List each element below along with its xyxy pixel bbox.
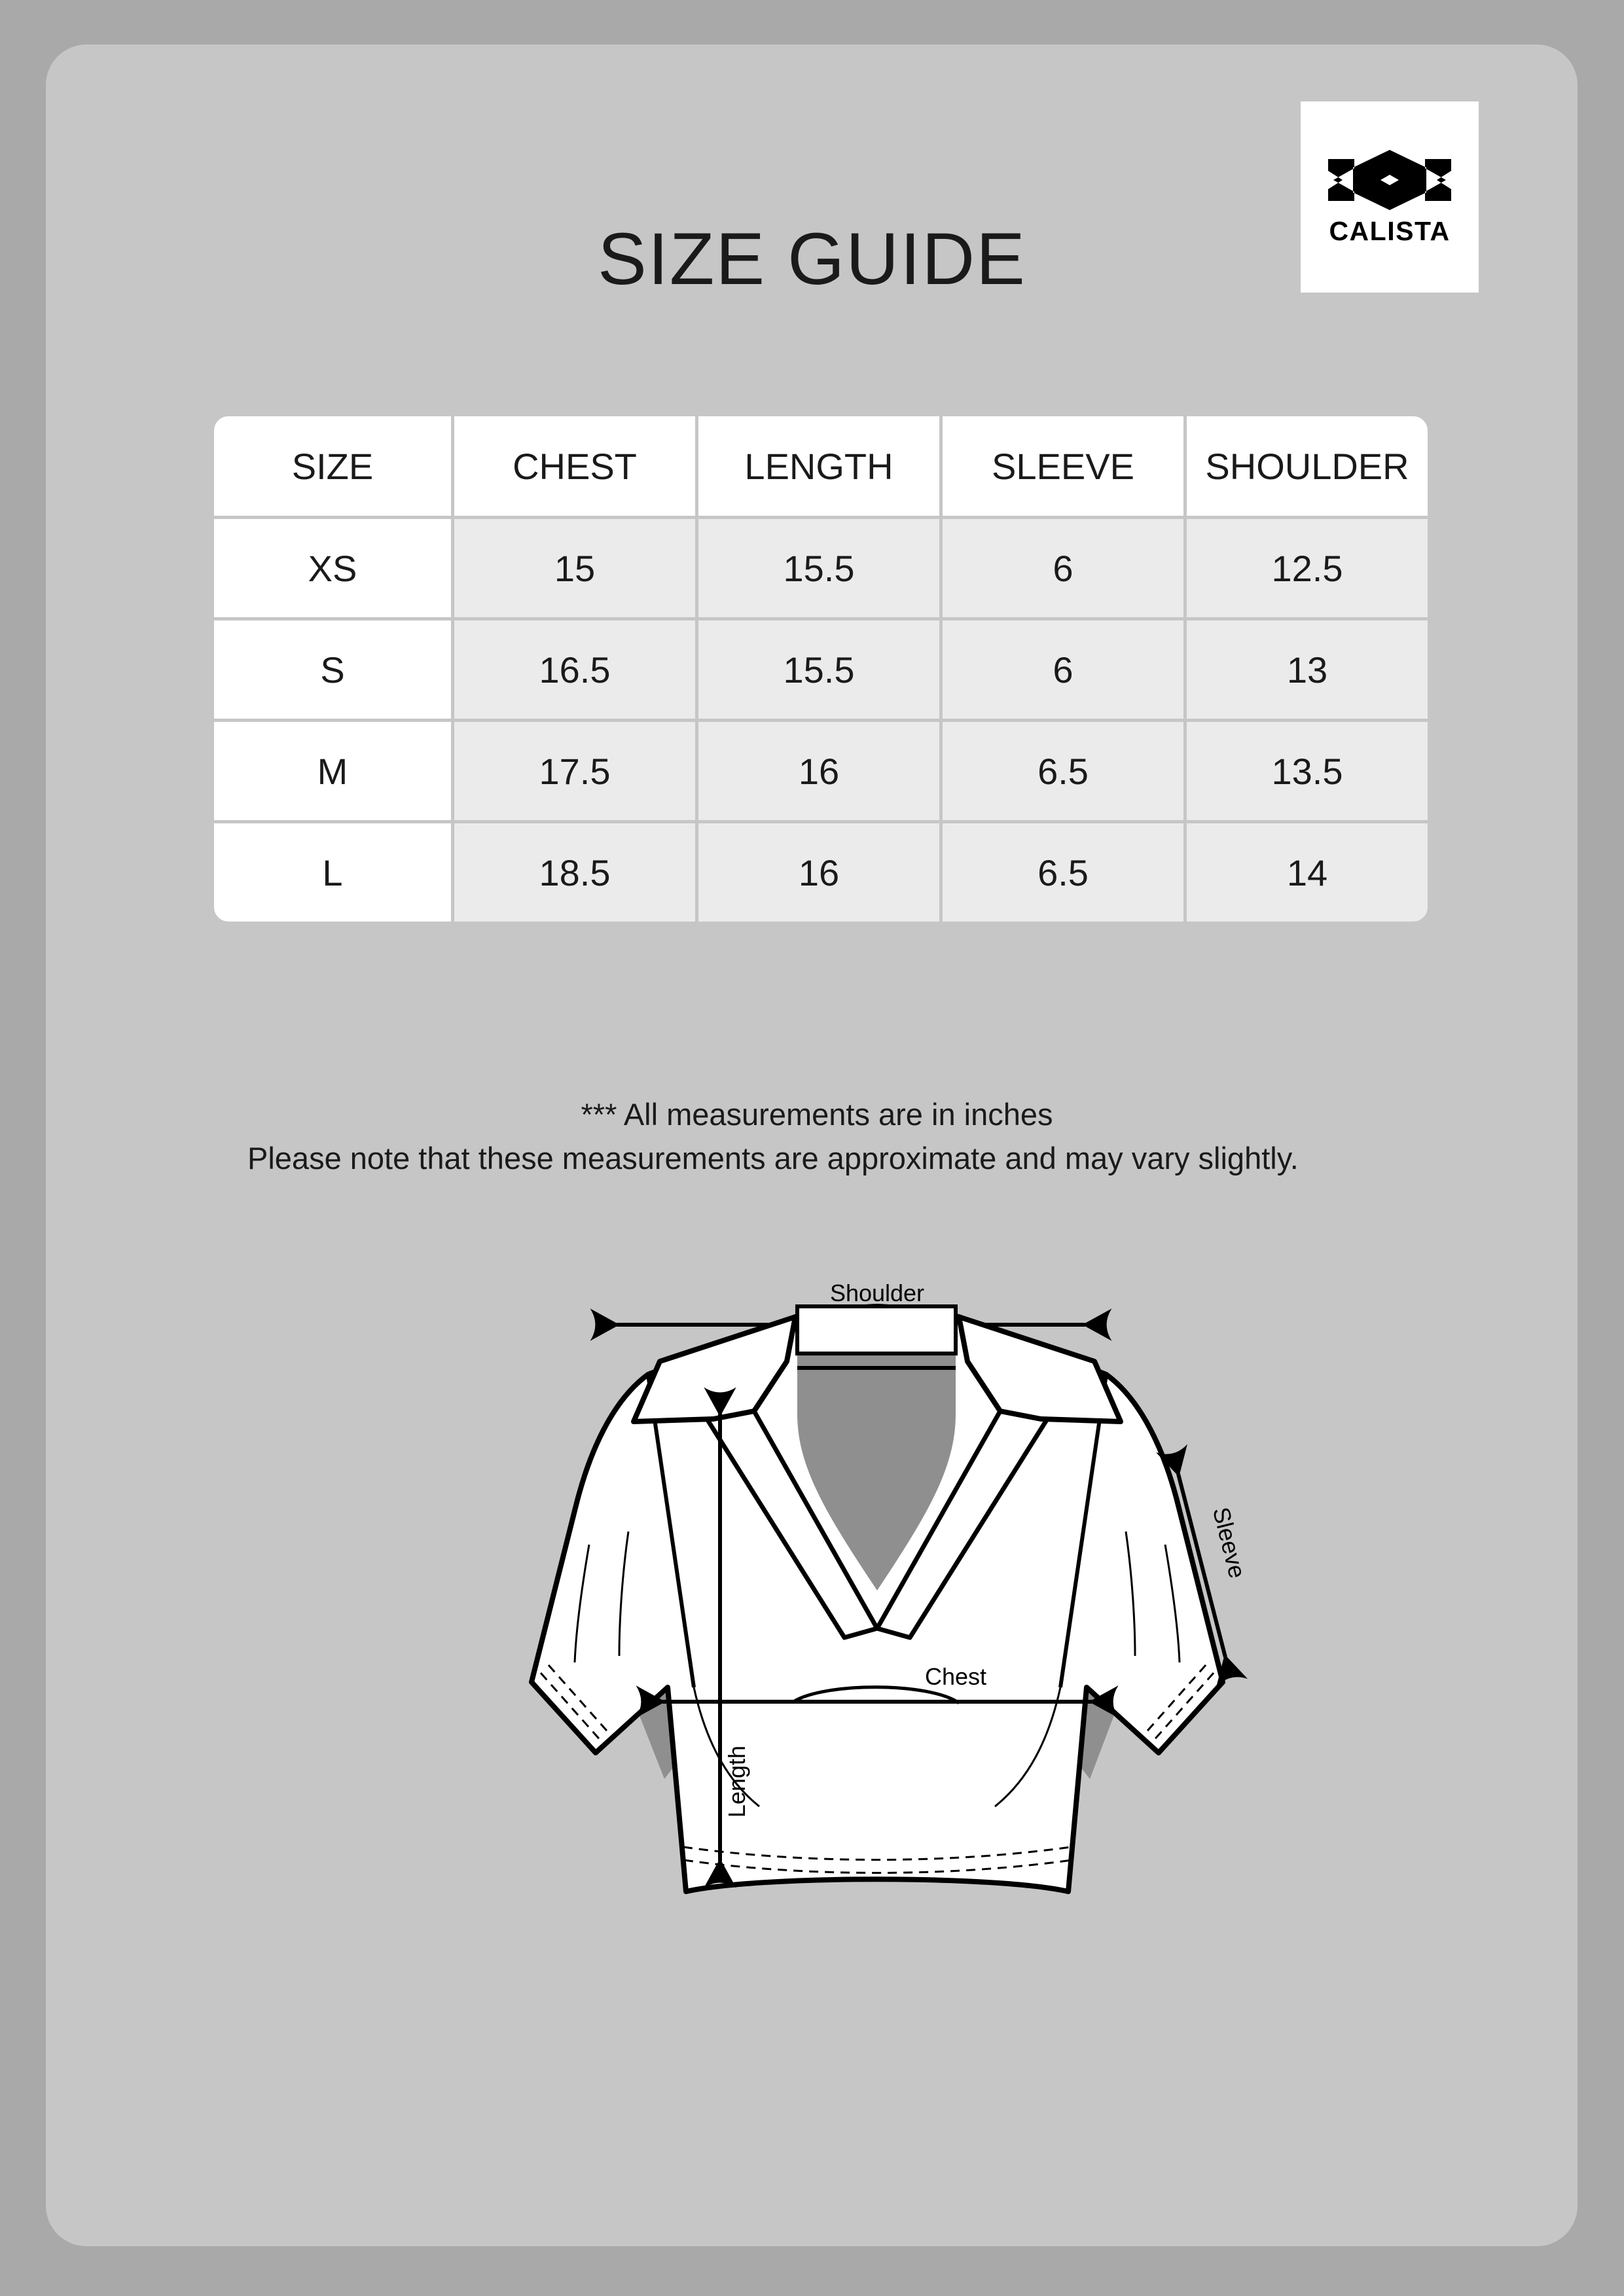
cell-chest: 18.5 [454, 823, 695, 922]
table-row [214, 823, 1428, 922]
cell-shoulder: 13.5 [1187, 722, 1428, 820]
table-row [214, 620, 1428, 719]
shirt-technical-drawing-icon [497, 1283, 1257, 1911]
cell-length: 16 [698, 823, 939, 922]
cell-sleeve: 6.5 [943, 823, 1183, 922]
cell-sleeve: 6 [943, 620, 1183, 719]
table-row [214, 722, 1428, 820]
cell-sleeve: 6.5 [943, 722, 1183, 820]
cell-size: S [214, 620, 451, 719]
page-title: SIZE GUIDE [598, 218, 1026, 300]
shoulder-label: Shoulder [829, 1283, 925, 1306]
note-line-units: *** All measurements are in inches [581, 1097, 1053, 1132]
cell-length: 16 [698, 722, 939, 820]
chest-label: Chest [924, 1663, 987, 1690]
column-header-size: SIZE [214, 416, 451, 516]
cell-length: 15.5 [698, 519, 939, 617]
cell-chest: 16.5 [454, 620, 695, 719]
size-chart-table [211, 413, 1431, 925]
cell-chest: 15 [454, 519, 695, 617]
calista-bowtie-mark-icon [1328, 150, 1451, 210]
brand-wordmark: CALISTA [1329, 215, 1451, 246]
cell-shoulder: 12.5 [1187, 519, 1428, 617]
cell-length: 15.5 [698, 620, 939, 719]
length-label: Length [723, 1745, 750, 1818]
garment-illustration [497, 1283, 1257, 1911]
cell-size: XS [214, 519, 451, 617]
note-line-disclaimer: Please note that these measurements are approximate and may vary slightly. [247, 1140, 1299, 1175]
table-header-row [214, 416, 1428, 516]
cell-size: L [214, 823, 451, 922]
shirt-body [532, 1306, 1223, 1892]
measurement-notes [247, 1093, 1386, 1180]
column-header-length: LENGTH [698, 416, 939, 516]
cell-chest: 17.5 [454, 722, 695, 820]
column-header-chest: CHEST [454, 416, 695, 516]
column-header-sleeve: SLEEVE [943, 416, 1183, 516]
sleeve-label: Sleeve [1207, 1504, 1252, 1581]
cell-shoulder: 13 [1187, 620, 1428, 719]
table-row [214, 519, 1428, 617]
cell-sleeve: 6 [943, 519, 1183, 617]
cell-shoulder: 14 [1187, 823, 1428, 922]
column-header-shoulder: SHOULDER [1187, 416, 1428, 516]
cell-size: M [214, 722, 451, 820]
